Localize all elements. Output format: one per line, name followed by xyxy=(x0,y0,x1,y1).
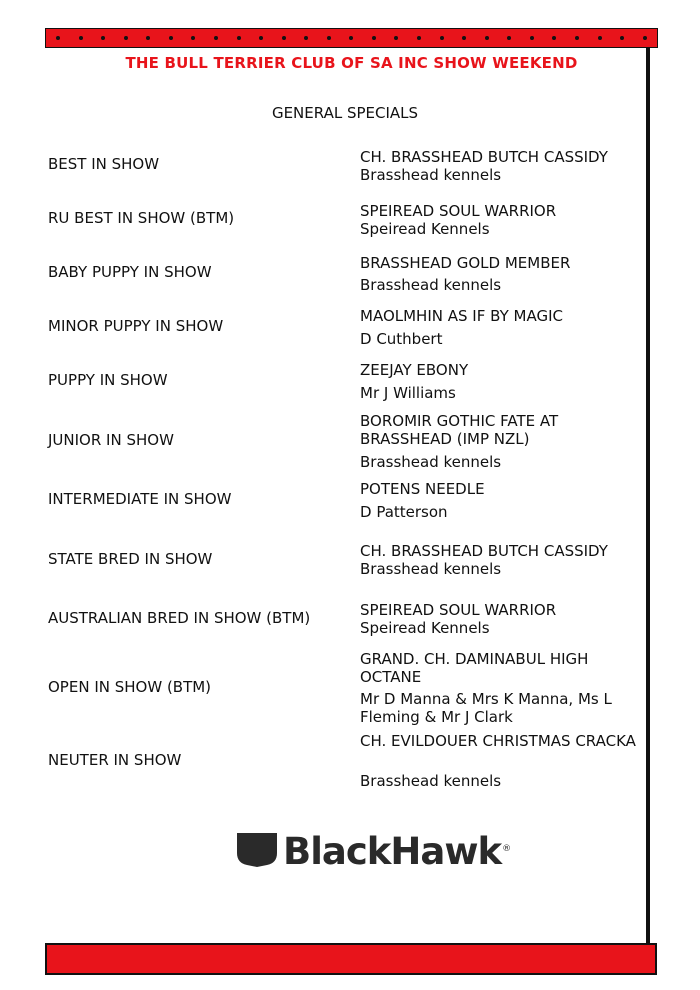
band-dot xyxy=(485,36,489,40)
registered-mark: ® xyxy=(502,844,512,854)
owner-name: D Patterson xyxy=(360,503,448,521)
owner-name: Brasshead kennels xyxy=(360,276,502,294)
top-banner-band xyxy=(45,28,658,48)
band-dot xyxy=(394,36,398,40)
band-dot xyxy=(462,36,466,40)
winner-name: MAOLMHIN AS IF BY MAGIC xyxy=(360,307,563,325)
award-name: MINOR PUPPY IN SHOW xyxy=(48,317,224,335)
sponsor-logo xyxy=(237,830,511,873)
winner-name: BOROMIR GOTHIC FATE AT BRASSHEAD (IMP NZL) xyxy=(360,412,559,448)
award-name: STATE BRED IN SHOW xyxy=(48,550,213,568)
owner-name: Brasshead kennels xyxy=(360,166,502,184)
award-name: AUSTRALIAN BRED IN SHOW (BTM) xyxy=(48,609,311,627)
award-name: BEST IN SHOW xyxy=(48,155,160,173)
band-dot xyxy=(237,36,241,40)
club-title: THE BULL TERRIER CLUB OF SA INC SHOW WEEKEND xyxy=(125,54,578,72)
band-dot xyxy=(214,36,218,40)
owner-name: Brasshead kennels xyxy=(360,453,502,471)
band-dot xyxy=(282,36,286,40)
award-name: INTERMEDIATE IN SHOW xyxy=(48,490,232,508)
award-name: RU BEST IN SHOW (BTM) xyxy=(48,209,235,227)
band-dot xyxy=(79,36,83,40)
winner-name: SPEIREAD SOUL WARRIOR xyxy=(360,601,557,619)
band-dot xyxy=(169,36,173,40)
winner-name: GRAND. CH. DAMINABUL HIGH OCTANE xyxy=(360,650,589,686)
winner-name: CH. BRASSHEAD BUTCH CASSIDY xyxy=(360,148,608,166)
owner-name: Speiread Kennels xyxy=(360,619,490,637)
owner-name: D Cuthbert xyxy=(360,330,443,348)
band-dot xyxy=(372,36,376,40)
winner-name: POTENS NEEDLE xyxy=(360,480,485,498)
band-dot xyxy=(124,36,128,40)
owner-name: Brasshead kennels xyxy=(360,772,502,790)
owner-name: Brasshead kennels xyxy=(360,560,502,578)
band-dot xyxy=(575,36,579,40)
winner-name: BRASSHEAD GOLD MEMBER xyxy=(360,254,571,272)
award-name: OPEN IN SHOW (BTM) xyxy=(48,678,212,696)
band-dot xyxy=(304,36,308,40)
bottom-banner-band xyxy=(45,943,657,975)
band-dot xyxy=(56,36,60,40)
band-dot xyxy=(552,36,556,40)
band-dot xyxy=(146,36,150,40)
award-name: BABY PUPPY IN SHOW xyxy=(48,263,212,281)
band-dot xyxy=(507,36,511,40)
band-dot xyxy=(417,36,421,40)
shield-icon xyxy=(237,833,277,871)
winner-name: CH. BRASSHEAD BUTCH CASSIDY xyxy=(360,542,608,560)
winner-name: CH. EVILDOUER CHRISTMAS CRACKA xyxy=(360,732,636,750)
award-name: PUPPY IN SHOW xyxy=(48,371,168,389)
section-heading: GENERAL SPECIALS xyxy=(271,104,419,122)
owner-name: Mr D Manna & Mrs K Manna, Ms L Fleming & Mr J Clark xyxy=(360,690,612,726)
band-dot xyxy=(440,36,444,40)
band-dot xyxy=(620,36,624,40)
band-dot xyxy=(530,36,534,40)
band-dot xyxy=(349,36,353,40)
band-dot xyxy=(598,36,602,40)
owner-name: Speiread Kennels xyxy=(360,220,490,238)
band-dot xyxy=(643,36,647,40)
winner-name: SPEIREAD SOUL WARRIOR xyxy=(360,202,557,220)
winner-name: ZEEJAY EBONY xyxy=(360,361,469,379)
award-name: JUNIOR IN SHOW xyxy=(48,431,174,449)
band-dot xyxy=(191,36,195,40)
owner-name: Mr J Williams xyxy=(360,384,456,402)
award-name: NEUTER IN SHOW xyxy=(48,751,182,769)
right-border-line xyxy=(646,48,650,943)
band-dot xyxy=(327,36,331,40)
band-dot xyxy=(259,36,263,40)
sponsor-logo-text: BlackHawk xyxy=(283,830,502,873)
band-dot xyxy=(101,36,105,40)
